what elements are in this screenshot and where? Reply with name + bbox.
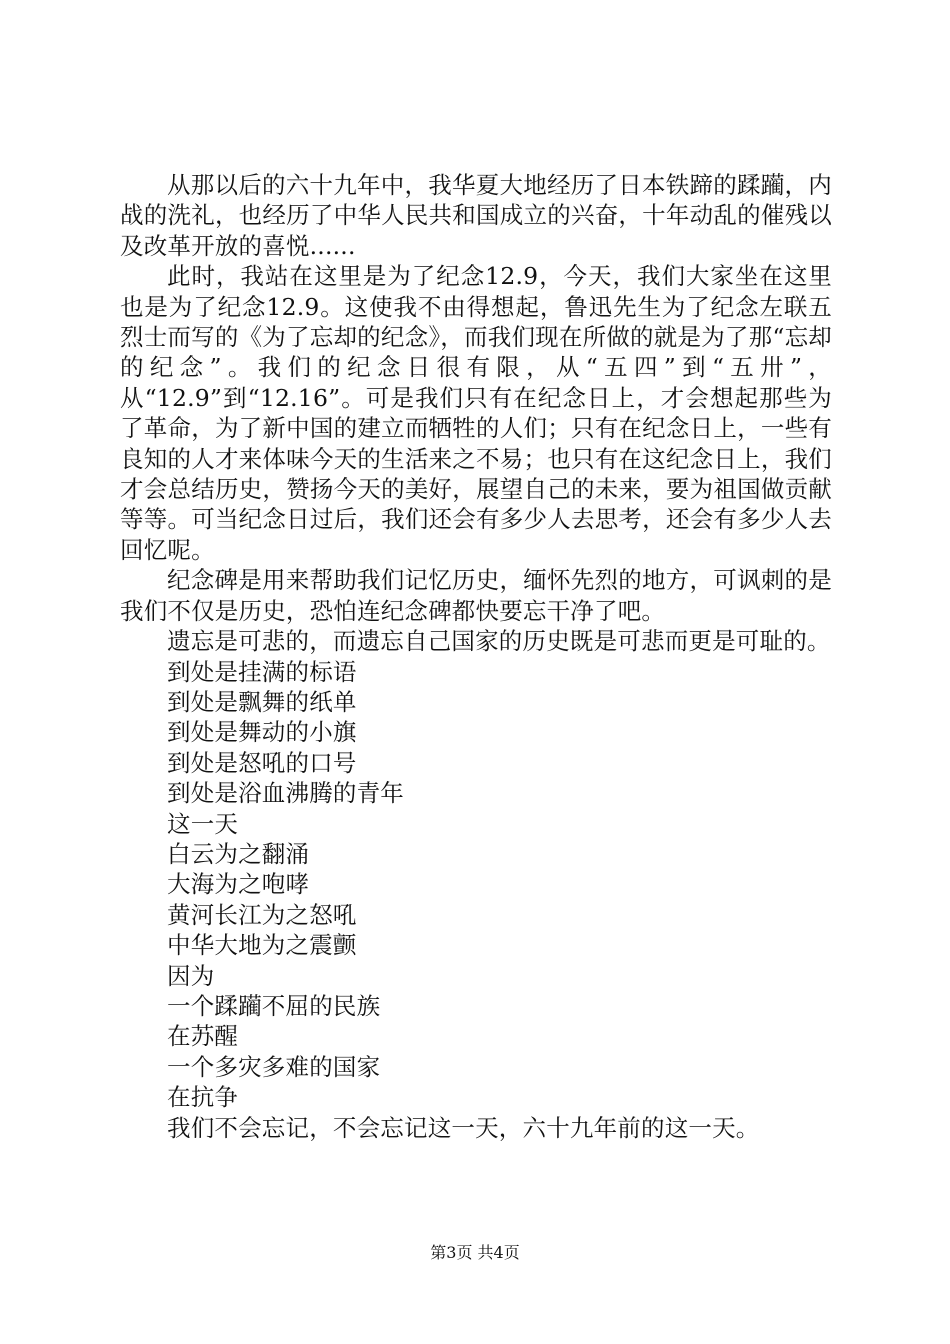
verse-line: 因为	[167, 961, 215, 990]
paragraph: 遗忘是可悲的，而遗忘自己国家的历史既是可悲而更是可耻的。	[167, 627, 831, 656]
verse-line: 这一天	[167, 809, 239, 838]
verse-line: 在抗争	[167, 1083, 239, 1112]
verse-line: 黄河长江为之怒吼	[167, 900, 357, 929]
verse-line: 我们不会忘记，不会忘记这一天，六十九年前的这一天。	[167, 1113, 760, 1142]
verse-line: 一个多灾多难的国家	[167, 1052, 381, 1081]
verse-line: 到处是怒吼的口号	[167, 748, 357, 777]
page-number: 第3页 共4页	[430, 1243, 520, 1262]
verse-line: 到处是挂满的标语	[167, 657, 357, 686]
verse-line: 大海为之咆哮	[167, 870, 310, 899]
verse-line: 到处是飘舞的纸单	[167, 687, 357, 716]
verse-line: 白云为之翻涌	[167, 839, 310, 868]
paragraph: 纪念碑是用来帮助我们记忆历史，缅怀先烈的地方，可讽刺的是我们不仅是历史，恐怕连纪念碑都快要忘干净了吧。	[120, 566, 832, 625]
verse-line: 到处是浴血沸腾的青年	[167, 779, 404, 808]
document-body	[120, 170, 832, 1143]
verse-line: 在苏醒	[167, 1022, 239, 1051]
verse-line: 中华大地为之震颤	[167, 931, 357, 960]
verse-line: 一个蹂躏不屈的民族	[167, 991, 381, 1020]
verse-line: 到处是舞动的小旗	[167, 718, 357, 747]
paragraph: 从那以后的六十九年中，我华夏大地经历了日本铁蹄的蹂躏，内战的洗礼，也经历了中华人民共和国成立的兴奋，十年动乱的催残以及改革开放的喜悦......	[120, 171, 832, 260]
paragraph: 此时，我站在这里是为了纪念12.9，今天，我们大家坐在这里也是为了纪念12.9。这使我不由得想起，鲁迅先生为了纪念左联五烈士而写的《为了忘却的纪念》，而我们现在所做的就是为了那“忘却的纪念”。我们的纪念日很有限，从“五四”到“五卅”，从“12.9”到“12.16”。可是我们只有在纪念日上，才会想起那些为了革命，为了新中国的建立而牺牲的人们；只有在纪念日上，一些有良知的人才来体味今天的生活来之不易；也只有在这纪念日上，我们才会总结历史，赞扬今天的美好，展望自己的未来，要为祖国做贡献等等。可当纪念日过后，我们还会有多少人去思考，还会有多少人去回忆呢。	[120, 262, 832, 564]
